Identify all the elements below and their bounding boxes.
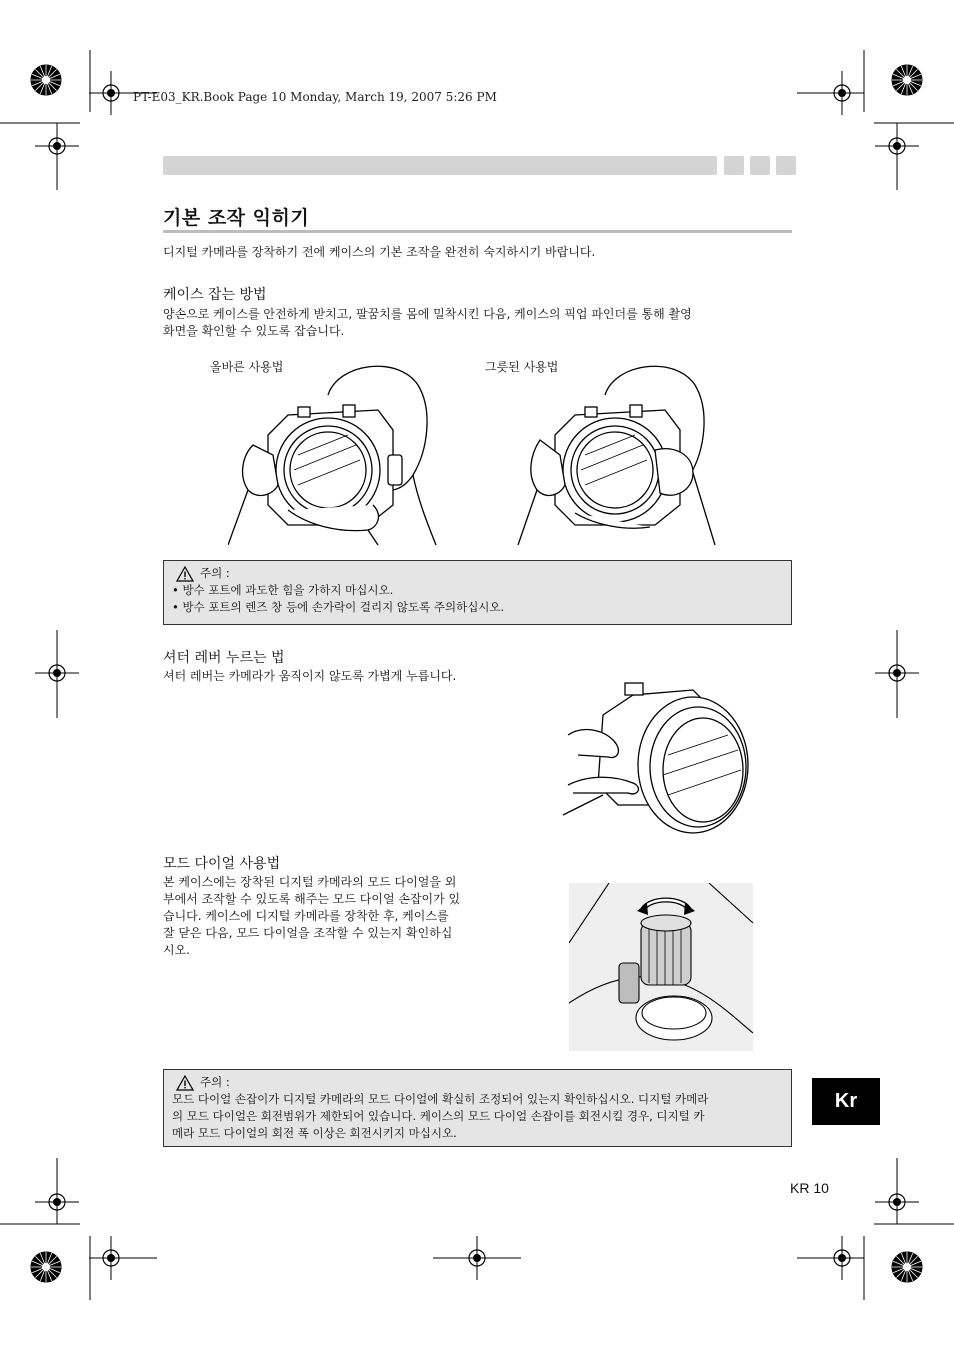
mode-dial-line: 시오. [163,943,190,957]
page-title: 기본 조작 익히기 [163,207,310,229]
caution-line: 모드 다이얼 손잡이가 디지털 카메라의 모드 다이얼에 확실히 조정되어 있는지 확인하십시오. 디지털 카메라 [172,1092,709,1106]
caution-label: 주의 : [200,1075,230,1089]
header-bar [163,156,717,175]
warning-icon [176,1075,194,1091]
wrong-grip-illustration [515,355,725,547]
label-wrong-usage: 그릇된 사용법 [485,360,559,374]
grip-body-line2: 화면을 확인할 수 있도록 잡습니다. [163,324,345,338]
grip-heading: 케이스 잡는 방법 [163,287,267,303]
caution-label: 주의 : [200,566,230,580]
file-info-header: PT-E03_KR.Book Page 10 Monday, March 19, 2007 5:26 PM [133,90,497,104]
caution-line: 의 모드 다이얼은 회전범위가 제한되어 있습니다. 케이스의 모드 다이얼 손잡이를 회전시킬 경우, 디지털 카 [172,1109,705,1123]
mode-dial-line: 본 케이스에는 장착된 디지털 카메라의 모드 다이얼을 외 [163,875,457,889]
mode-dial-line: 잘 닫은 다음, 모드 다이얼을 조작할 수 있는지 확인하십 [163,926,453,940]
header-square [750,156,770,175]
shutter-body: 셔터 레버는 카메라가 움직이지 않도록 가볍게 누릅니다. [163,669,457,683]
grip-body-line1: 양손으로 케이스를 안전하게 받치고, 팔꿈치를 몸에 밀착시킨 다음, 케이스의 픽업 파인더를 통해 촬영 [163,307,692,321]
title-underline [163,230,792,233]
caution-line: 메라 모드 다이얼의 회전 폭 이상은 회전시키지 마십시오. [172,1126,457,1140]
mode-dial-line: 부에서 조작할 수 있도록 해주는 모드 다이얼 손잡이가 있 [163,892,461,906]
mode-dial-illustration [569,883,753,1051]
shutter-heading: 셔터 레버 누르는 법 [163,650,285,666]
intro-text: 디지털 카메라를 장착하기 전에 케이스의 기본 조작을 완전히 숙지하시기 바랍니다. [163,245,596,259]
mode-dial-line: 습니다. 케이스에 디지털 카메라를 장착한 후, 케이스를 [163,909,449,923]
caution-item: • 방수 포트의 렌즈 창 등에 손가락이 걸리지 않도록 주의하십시오. [172,600,505,614]
warning-icon [176,566,194,582]
caution-box-1 [163,560,792,625]
header-square [776,156,796,175]
page-number: KR 10 [790,1180,829,1196]
correct-grip-illustration [228,355,440,547]
label-correct-usage: 올바른 사용법 [210,360,284,374]
mode-dial-heading: 모드 다이얼 사용법 [163,856,281,872]
shutter-lever-illustration [563,675,763,835]
caution-item: • 방수 포트에 과도한 힘을 가하지 마십시오. [172,583,394,597]
header-square [724,156,744,175]
mode-dial-body [163,874,460,959]
language-tab: Kr [812,1078,880,1125]
caution-box-2 [163,1069,792,1147]
